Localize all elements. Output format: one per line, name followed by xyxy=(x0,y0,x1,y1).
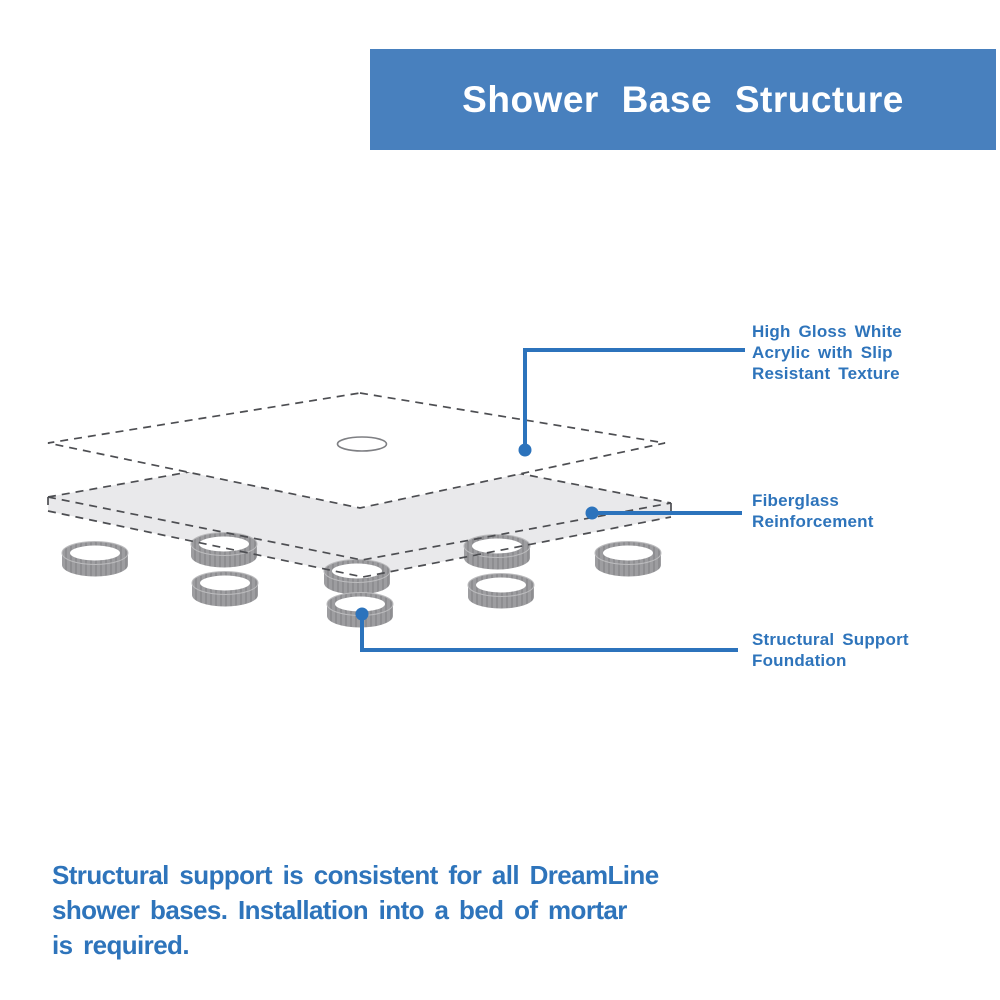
callout-line: Fiberglass xyxy=(752,491,840,510)
drain-hole xyxy=(338,437,387,451)
callout-line: Resistant Texture xyxy=(752,364,900,383)
leader-foundation xyxy=(356,608,739,651)
footer-line: shower bases. Installation into a bed of mortar xyxy=(52,895,627,925)
support-ring xyxy=(595,542,661,577)
support-ring xyxy=(192,572,258,607)
callout-line: Reinforcement xyxy=(752,512,874,531)
leader-dot-fiberglass xyxy=(586,507,599,520)
callout-foundation xyxy=(752,629,909,671)
callout-fiberglass xyxy=(752,490,874,532)
callout-line: Acrylic with Slip xyxy=(752,343,893,362)
page-title: Shower Base Structure xyxy=(462,78,904,120)
support-ring xyxy=(464,535,530,570)
support-ring xyxy=(468,574,534,609)
callout-line: Foundation xyxy=(752,651,847,670)
footer-line: is required. xyxy=(52,930,189,960)
callout-line: High Gloss White xyxy=(752,322,902,341)
leader-dot-foundation xyxy=(356,608,369,621)
footer-note xyxy=(52,858,659,963)
footer-line: Structural support is consistent for all DreamLine xyxy=(52,860,659,890)
callout-acrylic xyxy=(752,321,902,384)
support-ring xyxy=(324,560,390,595)
callout-line: Structural Support xyxy=(752,630,909,649)
support-ring xyxy=(62,542,128,577)
leader-dot-acrylic xyxy=(519,444,532,457)
